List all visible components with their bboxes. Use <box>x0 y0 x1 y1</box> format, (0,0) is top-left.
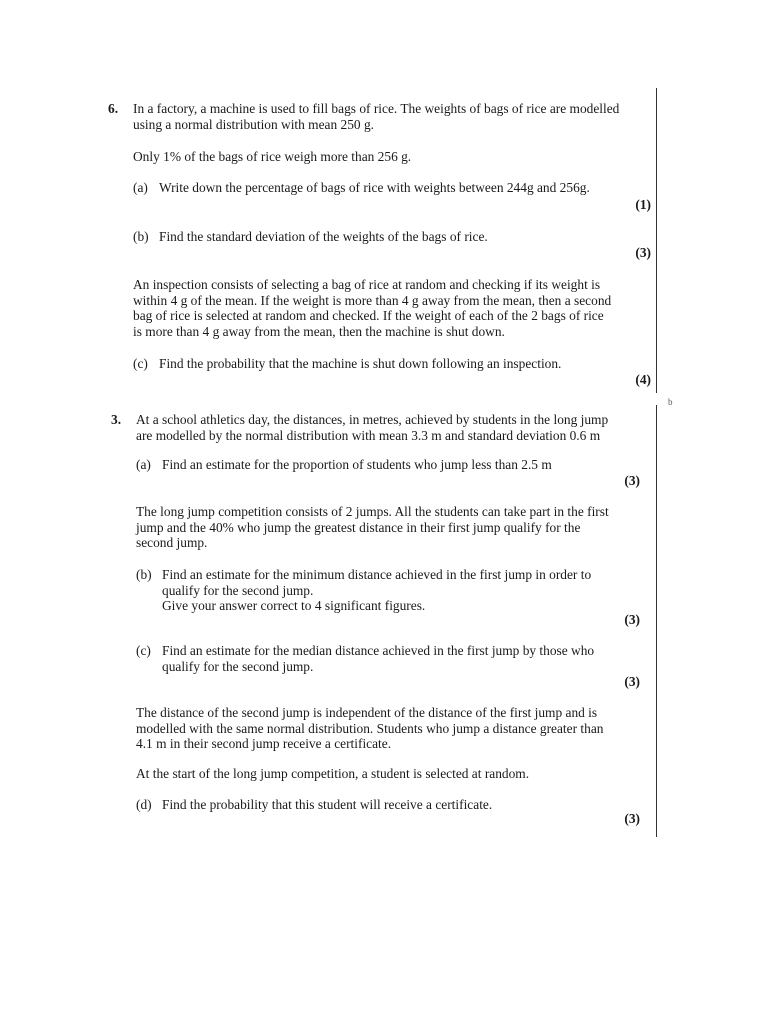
q6-intro-line-1: In a factory, a machine is used to fill bags of rice. The weights of bags of rice are modelled <box>133 101 620 116</box>
q6-part-c <box>133 356 561 372</box>
q3-part-b <box>136 567 641 614</box>
q6-part-c-marks: (4) <box>635 372 651 387</box>
q6-inspection-line-2: within 4 g of the mean. If the weight is more than 4 g away from the mean, then a second <box>133 292 612 308</box>
q3-second-jump-paragraph <box>136 705 641 752</box>
q3-part-a-label: (a) <box>136 457 151 472</box>
q3-part-a-text: Find an estimate for the proportion of students who jump less than 2.5 m <box>162 457 552 472</box>
q6-part-a-marks: (1) <box>635 197 651 212</box>
q6-intro-line-2: using a normal distribution with mean 250 g. <box>133 116 375 132</box>
q3-part-b-line-2: qualify for the second jump. <box>162 582 314 598</box>
q6-inspection-line-3: bag of rice is selected at random and checked. If the weight of each of the 2 bags of rice <box>133 308 604 324</box>
q3-competition-line-2: jump and the 40% who jump the greatest distance in their first jump qualify for the <box>136 519 581 535</box>
q6-inspection-line-4: is more than 4 g away from the mean, then the machine is shut down. <box>133 324 505 340</box>
q3-second-line-1: The distance of the second jump is independent of the distance of the first jump and is <box>136 705 598 720</box>
q3-part-c-line-2: qualify for the second jump. <box>162 658 314 674</box>
q3-part-b-line-1: Find an estimate for the minimum distance achieved in the first jump in order to <box>162 567 592 582</box>
q3-intro-line-2: are modelled by the normal distribution with mean 3.3 m and standard deviation 0.6 m <box>136 427 601 443</box>
q3-part-b-line-3: Give your answer correct to 4 significant figures. <box>162 598 426 614</box>
q6-inspection-paragraph <box>133 277 651 340</box>
q3-start-statement: At the start of the long jump competition, a student is selected at random. <box>136 766 530 781</box>
q6-part-a-label: (a) <box>133 180 148 195</box>
q3-part-c <box>136 643 641 674</box>
q3-part-c-label: (c) <box>136 643 151 658</box>
question-3-number: 3. <box>111 412 122 427</box>
q3-part-d-marks: (3) <box>624 811 640 826</box>
q3-second-line-3: 4.1 m in their second jump receive a certificate. <box>136 736 392 752</box>
q6-part-b <box>133 229 488 245</box>
q6-statement: Only 1% of the bags of rice weigh more than 256 g. <box>133 149 412 164</box>
q3-part-b-marks: (3) <box>624 612 640 627</box>
margin-rule-top <box>656 88 657 393</box>
q3-part-b-label: (b) <box>136 567 152 582</box>
margin-mark: b <box>668 397 673 407</box>
q3-intro-line-1: At a school athletics day, the distances, in metres, achieved by students in the long jump <box>136 412 609 427</box>
question-3-intro <box>136 412 608 443</box>
q6-inspection-line-1: An inspection consists of selecting a bag of rice at random and checking if its weight is <box>133 277 601 292</box>
question-6-number: 6. <box>108 101 119 116</box>
q3-competition-line-3: second jump. <box>136 535 208 551</box>
q3-competition-paragraph <box>136 504 641 551</box>
q6-part-b-marks: (3) <box>635 245 651 260</box>
margin-rule-bottom <box>656 405 657 837</box>
q3-part-d-text: Find the probability that this student will receive a certificate. <box>162 797 493 812</box>
q6-part-c-text: Find the probability that the machine is shut down following an inspection. <box>159 356 562 371</box>
q6-part-c-label: (c) <box>133 356 148 371</box>
q6-part-b-text: Find the standard deviation of the weights of the bags of rice. <box>159 229 488 244</box>
q3-part-d <box>136 797 492 813</box>
q3-part-d-label: (d) <box>136 797 152 812</box>
q6-part-b-label: (b) <box>133 229 149 244</box>
q3-second-line-2: modelled with the same normal distribution. Students who jump a distance greater than <box>136 720 604 736</box>
q3-part-c-line-1: Find an estimate for the median distance achieved in the first jump by those who <box>162 643 595 658</box>
q3-part-a <box>136 457 552 473</box>
q6-part-a <box>133 180 590 196</box>
q6-part-a-text: Write down the percentage of bags of rice with weights between 244g and 256g. <box>159 180 590 195</box>
q3-competition-line-1: The long jump competition consists of 2 jumps. All the students can take part in the first <box>136 504 609 519</box>
question-6-intro <box>133 101 619 132</box>
q3-part-a-marks: (3) <box>624 473 640 488</box>
q3-part-c-marks: (3) <box>624 674 640 689</box>
